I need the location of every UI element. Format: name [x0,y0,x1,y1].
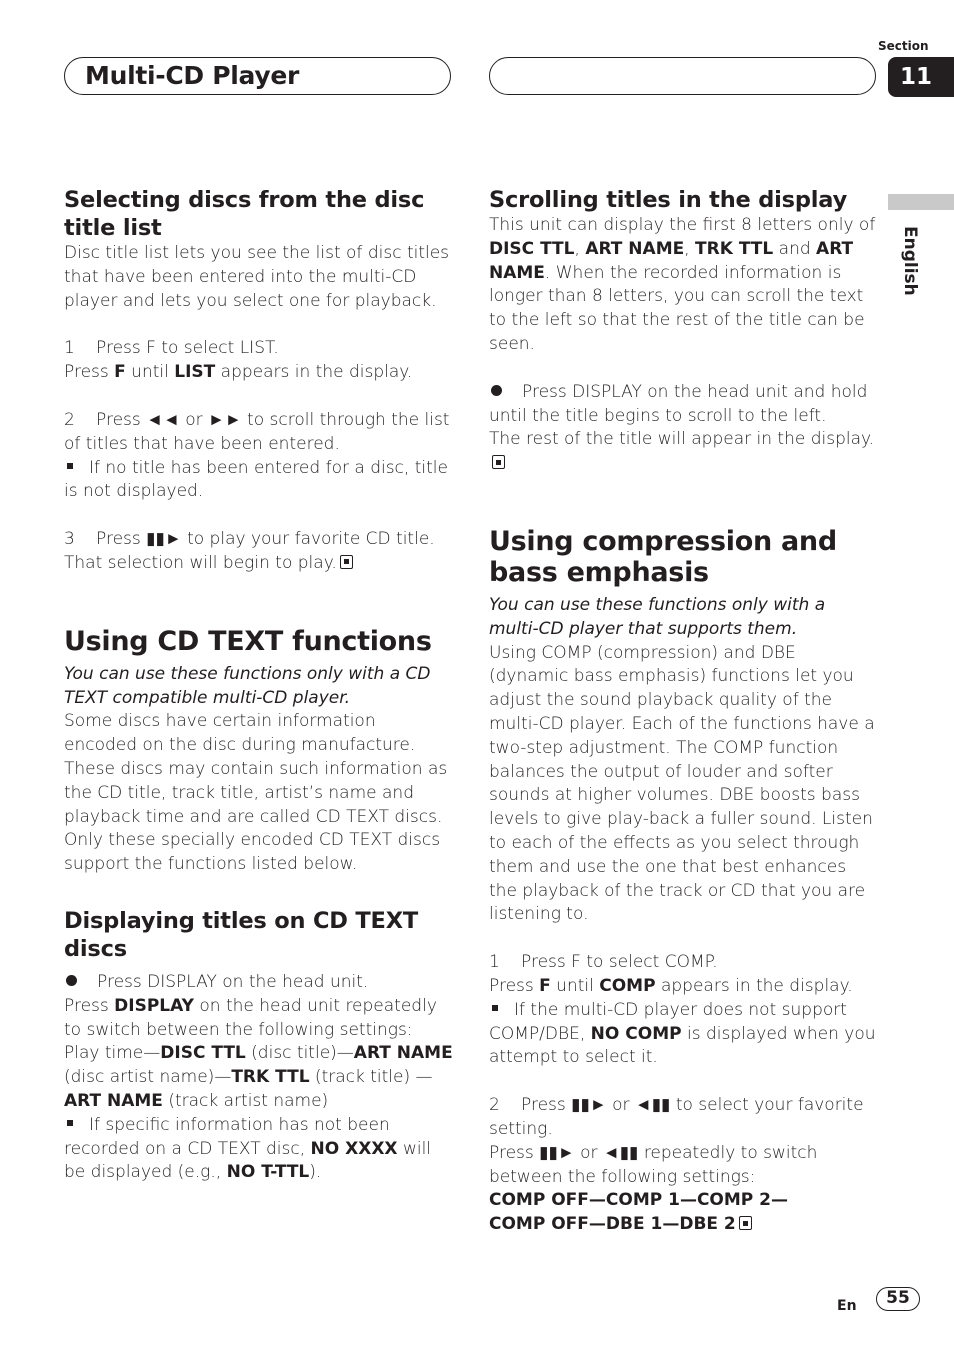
step-number: 1 [489,952,500,973]
display-note: If specific information has not been recorded on a CD TEXT disc, NO XXXX will be displayed (e.g., NO T-TTL). [64,1114,432,1183]
comp-step-2-heading: 2 Press ▮▮► or ◄▮▮ to select your favorite setting. [489,1095,864,1139]
step-1-body: Press F until LIST appears in the display. [64,362,413,383]
display-step-heading: Press DISPLAY on the head unit. [64,971,454,995]
heading-displaying-titles: Displaying titles on CD TEXT discs [64,907,418,962]
cd-text-note: You can use these functions only with a CD TEXT compatible multi-CD player. [64,663,431,708]
section-label: Section [878,39,929,53]
heading-cd-text: Using CD TEXT functions [64,625,432,657]
page-title: Multi-CD Player [85,61,300,90]
comp-step-1-body: Press F until COMP appears in the display. [489,975,853,996]
section-number-badge: 11 [888,57,954,97]
compression-body: Using COMP (compression) and DBE (dynamic bass emphasis) functions let you adjust the sound playback quality of the multi-CD player. Each of the functions have a two-step adjustment. The COMP function balances the output of louder and softer sounds at higher volumes. DBE boosts bass levels to give play-back a fuller sound. Listen to each of the effects as you select through them and use the one that best enhances the playback of the track or CD that you are listening to. [489,642,875,925]
end-mark-icon [492,455,505,469]
comp-step-2-body: Press ▮▮► or ◄▮▮ repeatedly to switch between the following settings: [489,1142,818,1187]
step-1-text: Press F to select LIST. [96,338,279,359]
step-3-text: Press ▮▮► to play your favorite CD title. [96,529,435,550]
language-tab [888,194,954,210]
header-title-pill [64,57,451,95]
page-number: 55 [876,1287,920,1311]
comp-step-1-note: If the multi-CD player does not support COMP/DBE, NO COMP is displayed when you attempt to select it. [489,999,876,1068]
heading-selecting-discs: Selecting discs from the disc title list [64,187,425,241]
heading-scrolling-titles: Scrolling titles in the display [489,187,848,213]
end-mark-icon [340,555,353,569]
right-column [489,186,879,1237]
bullet-icon [66,975,77,986]
language-label: English [900,226,920,296]
language-code: En [837,1298,857,1314]
cd-text-body: Some discs have certain information encoded on the disc during manufacture. These discs may contain such information as the CD title, track title, artist’s name and playback time and are called CD TEXT discs. Only these specially encoded CD TEXT discs support the functions listed below. [64,711,448,875]
note-square-icon [492,1005,498,1011]
step-number: 2 [489,1095,500,1116]
step-2-text: Press ◄◄ or ►► to scroll through the list of titles that have been entered. [64,409,450,454]
step-3-heading [64,528,454,552]
step-2-heading [64,409,454,457]
note-square-icon [67,1120,73,1126]
step-number: 1 [64,338,75,359]
step-number: 3 [64,529,75,550]
note-square-icon [67,463,73,469]
end-mark-icon [739,1216,752,1230]
display-step-body: Press DISPLAY on the head unit repeatedly to switch between the following settings: Play time—DISC TTL (disc title)—ART NAME (disc artist name)—TRK TTL (track title) —ART NAME (track artist name) [64,995,453,1111]
selecting-discs-intro: Disc title list lets you see the list of disc titles that have been entered into the multi-CD player and lets you select one for playback. [64,243,450,311]
left-column [64,186,454,1185]
scrolling-body: This unit can display the first 8 letters only of DISC TTL, ART NAME, TRK TTL and ART NAME. When the recorded information is longer than 8 letters, you can scroll the text to the left so that the rest of the title can be seen. [489,215,876,354]
header-blank-pill [489,57,876,95]
step-2-note: If no title has been entered for a disc, title is not displayed. [64,457,448,502]
step-number: 2 [64,409,75,430]
compression-note: You can use these functions only with a multi-CD player that supports them. [489,594,826,639]
comp-settings-sequence: COMP OFF—COMP 1—COMP 2— COMP OFF—DBE 1—DBE 2 [489,1190,789,1235]
comp-step-1-heading: 1 Press F to select COMP. [489,951,879,975]
step-1-heading [64,337,454,361]
scroll-step-body: The rest of the title will appear in the display. [489,428,879,476]
step-3-body: That selection will begin to play. [64,552,454,576]
scroll-step-heading: Press DISPLAY on the head unit and hold until the title begins to scroll to the left. [489,381,868,426]
heading-compression: Using compression and bass emphasis [489,525,837,588]
bullet-icon [491,385,502,396]
